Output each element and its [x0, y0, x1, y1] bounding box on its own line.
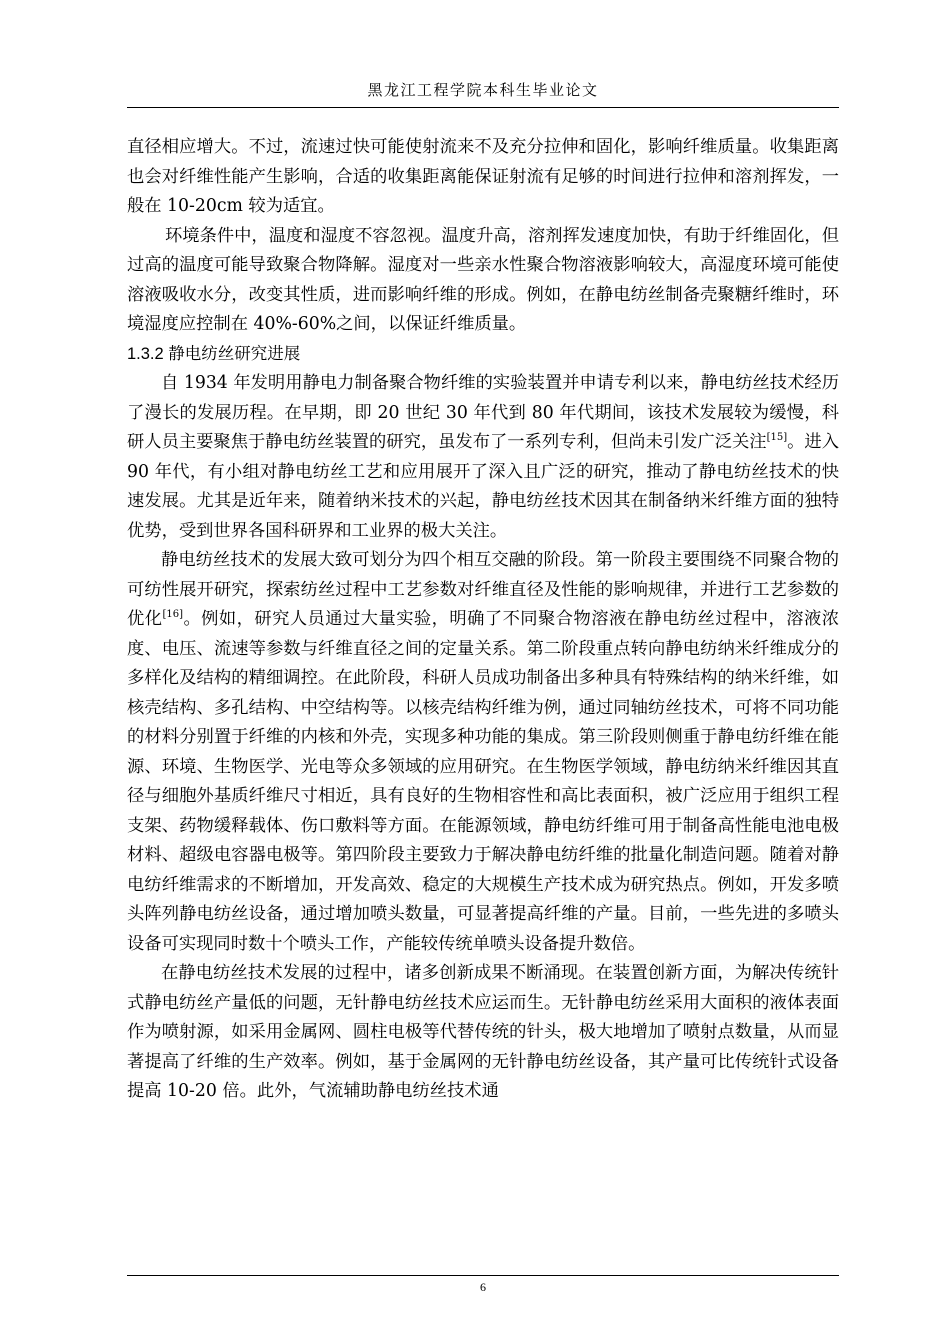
paragraph-5: 在静电纺丝技术发展的过程中，诸多创新成果不断涌现。在装置创新方面，为解决传统针式静电纺丝产量低的问题，无针静电纺丝技术应运而生。无针静电纺丝采用大面积的液体表面作为喷射源，如采用金属网、圆柱电极等代替传统的针头，极大地增加了喷射点数量，从而显著提高了纤维的生产效率。例如，基于金属网的无针静电纺丝设备，其产量可比传统针式设备提高 10-20 倍。此外，气流辅助静电纺丝技术通: [127, 963, 839, 1101]
paragraph-2: 环境条件中，温度和湿度不容忽视。温度升高，溶剂挥发速度加快，有助于纤维固化，但过高的温度可能导致聚合物降解。湿度对一些亲水性聚合物溶液影响较大，高湿度环境可能使溶液吸收水分，改变其性质，进而影响纤维的形成。例如，在静电纺丝制备壳聚糖纤维时，环境湿度应控制在 40%-60%之间，以保证纤维质量。: [127, 225, 839, 334]
running-header-title: 黑龙江工程学院本科生毕业论文: [367, 81, 599, 99]
paragraph-3-text-b: 。进入 90 年代，有小组对静电纺丝工艺和应用展开了深入且广泛的研究，推动了静电纺丝技术的快速发展。尤其是近年来，随着纳米技术的兴起，静电纺丝技术因其在制备纳米纤维方面的独特优势，受到世界各国科研界和工业界的极大关注。: [127, 432, 839, 541]
citation-16: [16]: [162, 609, 183, 621]
citation-15: [15]: [766, 432, 788, 444]
paragraph-4-text-b: 。例如，研究人员通过大量实验，明确了不同聚合物溶液在静电纺丝过程中，溶液浓度、电压、流速等参数与纤维直径之间的定量关系。第二阶段重点转向静电纺纳米纤维成分的多样化及结构的精细调控。在此阶段，科研人员成功制备出多种具有特殊结构的纳米纤维，如核壳结构、多孔结构、中空结构等。以核壳结构纤维为例，通过同轴纺丝技术，可将不同功能的材料分别置于纤维的内核和外壳，实现多种功能的集成。第三阶段则侧重于静电纺纤维在能源、环境、生物医学、光电等众多领域的应用研究。在生物医学领域，静电纺纳米纤维因其直径与细胞外基质纤维尺寸相近，具有良好的生物相容性和高比表面积，被广泛应用于组织工程支架、药物缓释载体、伤口敷料等方面。在能源领域，静电纺纤维可用于制备高性能电池电极材料、超级电容器电极等。第四阶段主要致力于解决静电纺纤维的批量化制造问题。随着对静电纺纤维需求的不断增加，开发高效、稳定的大规模生产技术成为研究热点。例如，开发多喷头阵列静电纺丝设备，通过增加喷头数量，可显著提高纤维的产量。目前，一些先进的多喷头设备可实现同时数十个喷头工作，产能较传统单喷头设备提升数倍。: [127, 609, 839, 954]
paragraph-3-text-a: 自 1934 年发明用静电力制备聚合物纤维的实验装置并申请专利以来，静电纺丝技术经历了漫长的发展历程。在早期，即 20 世纪 30 年代到 80 年代期间，该技术发展较为缓慢，科研人员主要聚焦于静电纺丝装置的研究，虽发布了一系列专利，但尚未引发广泛关注: [127, 373, 839, 452]
paragraph-4: [127, 546, 839, 959]
paragraph-1: 直径相应增大。不过，流速过快可能使射流来不及充分拉伸和固化，影响纤维质量。收集距离也会对纤维性能产生影响，合适的收集距离能保证射流有足够的时间进行拉伸和溶剂挥发，一般在 10-20cm 较为适宜。: [127, 137, 839, 216]
page-number: 6: [480, 1280, 486, 1294]
header-divider: [127, 107, 839, 108]
footer-divider: [127, 1275, 839, 1276]
paragraph-4-text-a: 静电纺丝技术的发展大致可划分为四个相互交融的阶段。第一阶段主要围绕不同聚合物的可纺性展开研究，探索纺丝过程中工艺参数对纤维直径及性能的影响规律，并进行工艺参数的优化: [127, 550, 839, 629]
body-text: [127, 133, 839, 1107]
section-heading: 1.3.2 静电纺丝研究进展: [127, 344, 301, 363]
paragraph-3: [127, 369, 839, 546]
